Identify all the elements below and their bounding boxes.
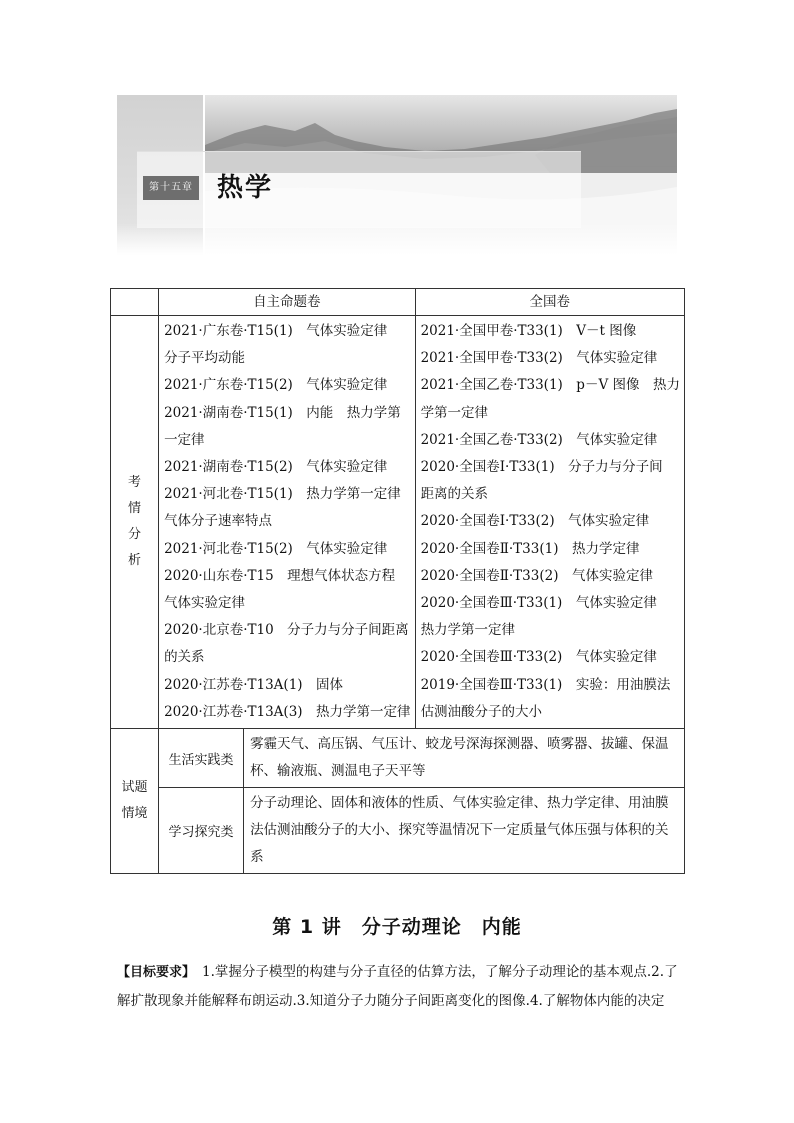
label-char: 考 bbox=[128, 475, 142, 491]
label-char: 分 bbox=[128, 527, 142, 543]
chapter-number-tag: 第十五章 bbox=[143, 176, 199, 200]
list-item: 2021·湖南卷·T15(2) 气体实验定律 bbox=[164, 459, 388, 476]
list-item: 2021·广东卷·T15(1) 气体实验定律 bbox=[164, 323, 388, 339]
list-item: 气体实验定律 bbox=[164, 595, 246, 612]
scenario-content: 分子动理论、固体和液体的性质、气体实验定律、热力学定律、用油膜法估测油酸分子的大小、探究等温情况下一定质量气体压强与体积的关系 bbox=[244, 788, 685, 874]
list-item: 2021·湖南卷·T15(1) 内能 热力学第 bbox=[164, 404, 401, 421]
chapter-banner bbox=[117, 95, 677, 255]
list-item: 2020·全国卷Ⅲ·T33(2) 气体实验定律 bbox=[420, 649, 657, 666]
goal-text: 1.掌握分子模型的构建与分子直径的估算方法，了解分子动理论的基本观点.2.了解扩散现象并能解释布朗运动.3.知道分子力随分子间距离变化的图像.4.了解物体内能的决定 bbox=[117, 964, 678, 1009]
header-national: 全国卷 bbox=[415, 289, 684, 316]
table-header-row bbox=[111, 289, 685, 316]
label-char: 情 bbox=[128, 501, 142, 517]
list-item: 2021·广东卷·T15(2) 气体实验定律 bbox=[164, 377, 388, 394]
label-line: 情境 bbox=[121, 806, 148, 822]
list-item: 2020·北京卷·T10 分子力与分子间距离 bbox=[164, 622, 409, 639]
title-strip bbox=[137, 151, 581, 228]
list-item: 2021·河北卷·T15(1) 热力学第一定律 bbox=[164, 486, 401, 503]
list-item: 2020·全国卷Ⅲ·T33(1) 气体实验定律 bbox=[420, 595, 657, 612]
list-item: 学第一定律 bbox=[420, 404, 489, 421]
scenario-category: 学习探究类 bbox=[159, 788, 244, 874]
list-item: 2020·全国卷Ⅰ·T33(1) 分子力与分子间 bbox=[420, 459, 663, 476]
self-proposed-list bbox=[159, 316, 416, 729]
list-item: 2021·全国乙卷·T33(1) p－V 图像 热力 bbox=[420, 377, 680, 394]
list-item: 2021·全国乙卷·T33(2) 气体实验定律 bbox=[420, 431, 658, 448]
list-item: 2019·全国卷Ⅲ·T33(1) 实验：用油膜法 bbox=[420, 676, 671, 693]
list-item: 2021·全国甲卷·T33(2) 气体实验定律 bbox=[420, 350, 658, 367]
header-self-proposed: 自主命题卷 bbox=[159, 289, 416, 316]
goal-paragraph bbox=[117, 958, 679, 1016]
analysis-label bbox=[111, 316, 159, 729]
scenario-row-life bbox=[111, 729, 685, 788]
list-item: 的关系 bbox=[164, 649, 205, 666]
scenario-row-study bbox=[111, 788, 685, 874]
list-item: 2020·江苏卷·T13A(3) 热力学第一定律 bbox=[164, 703, 411, 720]
list-item: 2021·全国甲卷·T33(1) V－t 图像 bbox=[420, 323, 637, 339]
list-item: 2020·全国卷Ⅱ·T33(1) 热力学定律 bbox=[420, 540, 640, 557]
list-item: 估测油酸分子的大小 bbox=[420, 703, 543, 720]
list-item: 热力学第一定律 bbox=[420, 622, 516, 639]
list-item: 2021·河北卷·T15(2) 气体实验定律 bbox=[164, 540, 388, 557]
list-item: 距离的关系 bbox=[420, 486, 489, 503]
list-item: 2020·山东卷·T15 理想气体状态方程 bbox=[164, 567, 396, 584]
header-empty-cell bbox=[111, 289, 159, 316]
list-item: 2020·全国卷Ⅰ·T33(2) 气体实验定律 bbox=[420, 513, 650, 530]
goal-tag: 【目标要求】 bbox=[117, 965, 189, 980]
list-item: 一定律 bbox=[164, 431, 205, 448]
list-item: 气体分子速率特点 bbox=[164, 513, 273, 530]
national-list bbox=[415, 316, 684, 729]
list-item: 2020·江苏卷·T13A(1) 固体 bbox=[164, 676, 344, 693]
scenario-label bbox=[111, 729, 159, 874]
exam-analysis-table bbox=[110, 288, 685, 874]
list-item: 2020·全国卷Ⅱ·T33(2) 气体实验定律 bbox=[420, 567, 653, 584]
scenario-content: 雾霾天气、高压锅、气压计、蛟龙号深海探测器、喷雾器、拔罐、保温杯、输液瓶、测温电子天平等 bbox=[244, 729, 685, 788]
lesson-title: 第 1 讲 分子动理论 内能 bbox=[272, 916, 522, 938]
chapter-title: 热学 bbox=[217, 173, 274, 203]
label-char: 析 bbox=[128, 553, 142, 569]
analysis-row bbox=[111, 316, 685, 729]
scenario-category: 生活实践类 bbox=[159, 729, 244, 788]
list-item: 分子平均动能 bbox=[164, 350, 246, 367]
label-line: 试题 bbox=[121, 780, 148, 796]
